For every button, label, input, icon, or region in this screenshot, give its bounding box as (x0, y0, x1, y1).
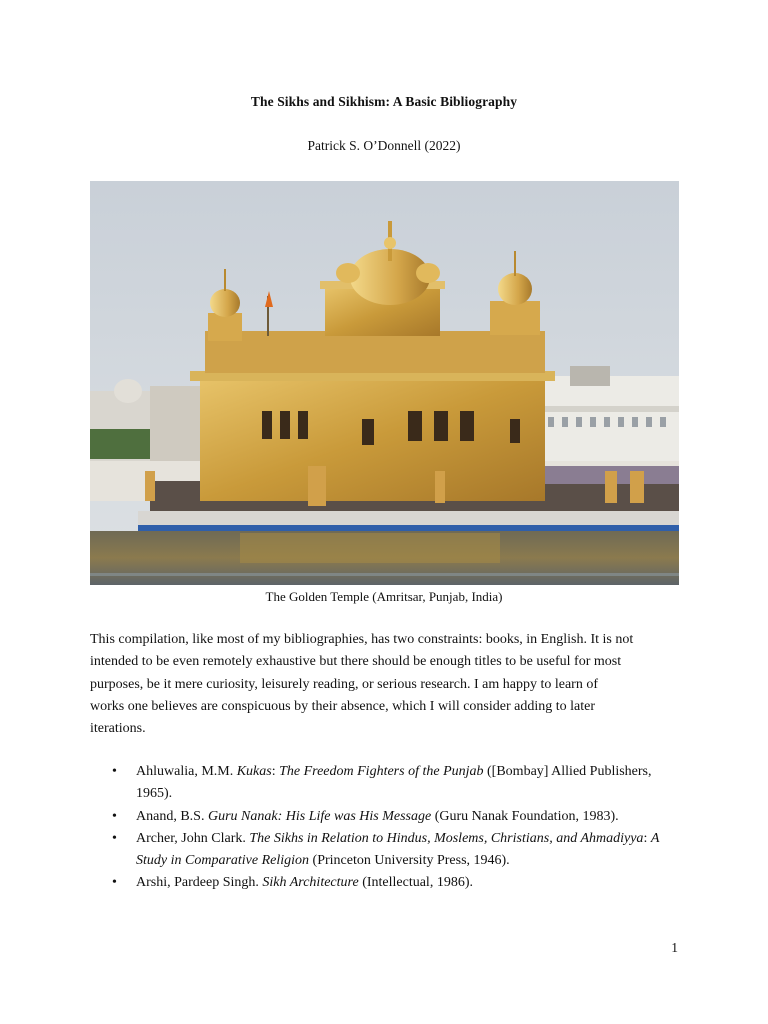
entry-publisher: ([Bombay] Allied Publishers, (483, 764, 652, 779)
entry-subtitle: His Life was His Message (285, 808, 432, 824)
bibliography-entry (90, 872, 690, 894)
intro-line: purposes, be it mere curiosity, leisurely reading, or serious research. I am happy to learn of (90, 676, 598, 692)
page-number: 1 (671, 940, 678, 955)
entry-author: Archer, John Clark. (136, 830, 246, 846)
intro-line: This compilation, like most of my bibliographies, has two constraints: books, in English. It is not (90, 632, 634, 647)
entry-punct: : (277, 808, 286, 824)
intro-line: intended to be even remotely exhaustive but there should be enough titles to be useful for most (90, 654, 622, 670)
entry-title: Sikh Architecture (262, 875, 359, 891)
bibliography-entry (90, 828, 690, 873)
entry-subtitle: Study in Comparative Religion (136, 853, 310, 869)
entry-line (136, 806, 690, 828)
entry-author: Ahluwalia, M.M. (136, 764, 234, 779)
entry-title: Guru Nanak (207, 808, 278, 824)
entry-subtitle: The Freedom Fighters of the Punjab (279, 764, 484, 779)
entry-line (136, 761, 690, 783)
entry-publisher: 1965). (136, 786, 173, 802)
bibliography-entry (90, 761, 690, 806)
figure-caption: The Golden Temple (Amritsar, Punjab, India) (265, 589, 503, 604)
bibliography-list (90, 761, 690, 895)
entry-title-cont: A (650, 830, 660, 846)
golden-temple-photo (90, 181, 679, 585)
entry-title: Kukas (236, 764, 272, 779)
entry-line (136, 850, 690, 872)
entry-line (136, 872, 690, 894)
intro-paragraph (90, 629, 690, 740)
page-title: The Sikhs and Sikhism: A Basic Bibliography (250, 94, 518, 109)
author-line: Patrick S. O’Donnell (2022) (307, 138, 461, 153)
entry-publisher: (Intellectual, 1986). (358, 875, 473, 891)
bibliography-entry (90, 806, 690, 828)
entry-author: Anand, B.S. (136, 808, 205, 824)
entry-punct: : (271, 764, 280, 779)
entry-punct: : (643, 830, 651, 846)
entry-publisher: (Guru Nanak Foundation, 1983). (431, 808, 619, 824)
entry-author: Arshi, Pardeep Singh. (136, 875, 259, 891)
entry-line (136, 828, 690, 850)
intro-line: works one believes are conspicuous by their absence, which I will consider adding to later (90, 698, 596, 714)
entry-title: The Sikhs in Relation to Hindus, Moslems, Christians, and Ahmadiyya (249, 830, 644, 846)
entry-line (136, 783, 690, 805)
intro-line: iterations. (90, 721, 146, 737)
entry-publisher: (Princeton University Press, 1946). (309, 853, 510, 869)
